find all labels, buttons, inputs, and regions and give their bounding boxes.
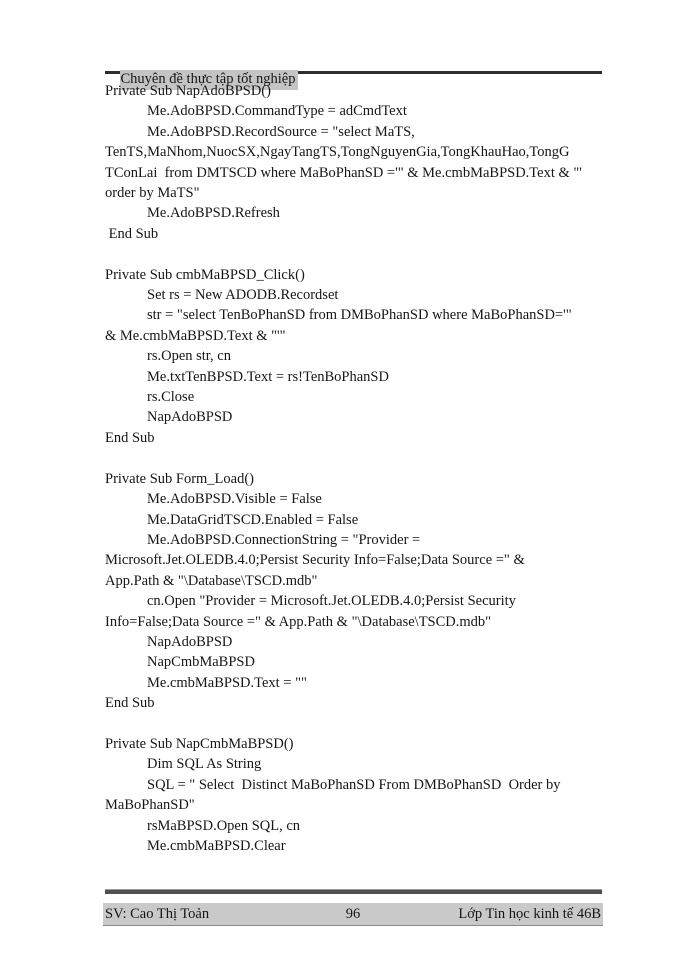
code-line: order by MaTS" [105, 185, 200, 202]
code-line: Me.txtTenBPSD.Text = rs!TenBoPhanSD [147, 368, 389, 385]
code-line [105, 244, 625, 264]
code-line: rs.Close [147, 389, 195, 406]
code-line: Private Sub cmbMaBPSD_Click() [105, 266, 305, 283]
code-line: Me.AdoBPSD.Refresh [147, 205, 280, 222]
code-line: Me.cmbMaBPSD.Clear [147, 837, 286, 854]
code-line: Me.cmbMaBPSD.Text = "" [147, 674, 307, 691]
code-line: TenTS,MaNhom,NuocSX,NgayTangTS,TongNguyenGia,TongKhauHao,TongG [105, 144, 570, 161]
code-line: Me.AdoBPSD.CommandType = adCmdText [147, 103, 407, 120]
code-line: NapAdoBPSD [147, 633, 233, 650]
code-line: cn.Open "Provider = Microsoft.Jet.OLEDB.4.0;Persist Security [147, 593, 516, 610]
code-line: MaBoPhanSD" [105, 797, 195, 814]
header-title: Chuyên đề thực tập tốt nghiệp [120, 70, 299, 90]
code-line: Microsoft.Jet.OLEDB.4.0;Persist Security Info=False;Data Source =" & [105, 552, 525, 569]
code-line: NapAdoBPSD [147, 409, 233, 426]
page-footer [103, 903, 603, 926]
code-line: str = "select TenBoPhanSD from DMBoPhanSD where MaBoPhanSD='" [147, 307, 572, 324]
code-line: Private Sub Form_Load() [105, 470, 255, 487]
code-line: rs.Open str, cn [147, 348, 231, 365]
code-line [105, 714, 625, 734]
code-line: Me.AdoBPSD.ConnectionString = "Provider = [147, 531, 421, 548]
code-line: End Sub [105, 225, 159, 242]
footer-author: SV: Cao Thị Toản [105, 905, 210, 922]
code-line: Private Sub NapCmbMaBPSD() [105, 735, 294, 752]
code-listing [105, 81, 625, 856]
footer-rule [105, 889, 602, 894]
code-line: App.Path & "\Database\TSCD.mdb" [105, 572, 318, 589]
code-line: End Sub [105, 695, 155, 712]
code-line: Me.AdoBPSD.RecordSource = "select MaTS, [147, 123, 415, 140]
code-line [105, 448, 625, 468]
footer-class: Lớp Tin học kinh tế 46B [458, 905, 601, 922]
code-line: Info=False;Data Source =" & App.Path & "\Database\TSCD.mdb" [105, 613, 492, 630]
code-line: Set rs = New ADODB.Recordset [147, 287, 339, 304]
footer-page-number: 96 [345, 905, 361, 922]
code-line: rsMaBPSD.Open SQL, cn [147, 817, 301, 834]
code-line: Me.DataGridTSCD.Enabled = False [147, 511, 359, 528]
code-line: & Me.cmbMaBPSD.Text & "'" [105, 327, 286, 344]
page-header [105, 51, 602, 87]
code-line: SQL = " Select Distinct MaBoPhanSD From DMBoPhanSD Order by [147, 776, 561, 793]
code-line: End Sub [105, 429, 155, 446]
code-line: Me.AdoBPSD.Visible = False [147, 491, 322, 508]
code-line: Dim SQL As String [147, 756, 262, 773]
code-line: TConLai from DMTSCD where MaBoPhanSD ='" & Me.cmbMaBPSD.Text & "' [105, 164, 582, 181]
code-line: NapCmbMaBPSD [147, 654, 255, 671]
code-line: Private Sub NapAdoBPSD() [105, 83, 271, 99]
